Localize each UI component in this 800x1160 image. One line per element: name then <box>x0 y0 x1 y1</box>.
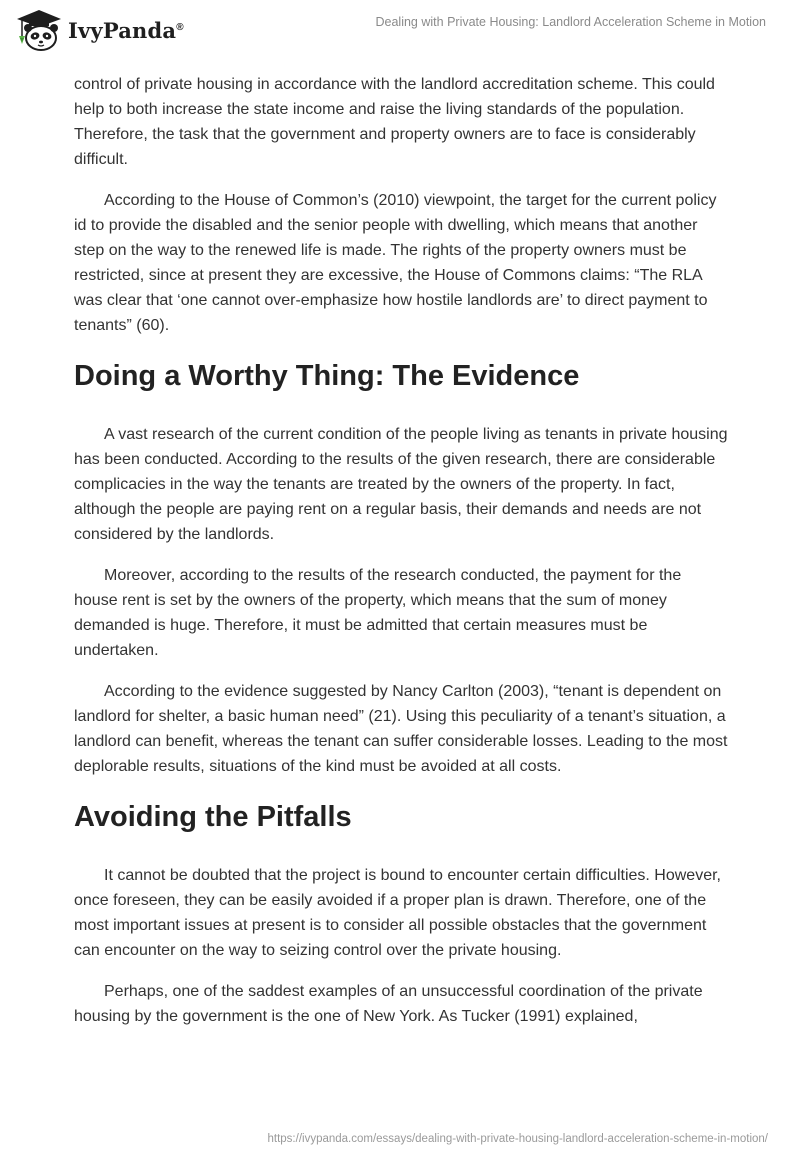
paragraph-1: control of private housing in accordance with the landlord accreditation scheme. This could help to both increase the state income and raise the living standards of the population. Therefore, the task that the government and property owners are to face is considerably difficult. <box>74 76 715 168</box>
page-header <box>0 0 800 70</box>
paragraph-2: According to the House of Common’s (2010) viewpoint, the target for the current policy id to provide the disabled and the senior people with dwelling, which means that another step on the way to the renewed life is made. The rights of the property owners must be restricted, since at present they are excessive, the House of Commons claims: “The RLA was clear that ‘one cannot over-emphasize how hostile landlords are’ to direct payment to tenants” (60). <box>74 192 717 334</box>
section-heading-evidence: Doing a Worthy Thing: The Evidence <box>74 360 580 392</box>
panda-graduate-icon <box>14 8 64 52</box>
document-running-title: Dealing with Private Housing: Landlord Acceleration Scheme in Motion <box>375 15 766 29</box>
paragraph-5: According to the evidence suggested by Nancy Carlton (2003), “tenant is dependent on landlord for shelter, a basic human need” (21). Using this peculiarity of a tenant’s situation, a landlord can benefit, whereas the tenant can suffer considerable losses. Leading to the most deplorable results, situations of the kind must be avoided at all costs. <box>74 683 728 775</box>
paragraph-7: Perhaps, one of the saddest examples of an unsuccessful coordination of the private housing by the government is the one of New York. As Tucker (1991) explained, <box>74 983 703 1025</box>
footer-source-url[interactable]: https://ivypanda.com/essays/dealing-with-private-housing-landlord-acceleration-scheme-in-motion/ <box>267 1133 768 1145</box>
section-heading-pitfalls: Avoiding the Pitfalls <box>74 801 352 833</box>
paragraph-4: Moreover, according to the results of the research conducted, the payment for the house rent is set by the owners of the property, which means that the sum of money demanded is huge. Therefore, it must be admitted that certain measures must be undertaken. <box>74 567 682 659</box>
ivypanda-logo[interactable] <box>14 8 184 52</box>
paragraph-3: A vast research of the current condition of the people living as tenants in private housing has been conducted. According to the results of the given research, there are considerable complicacies in the way the tenants are treated by the owners of the property. In fact, although the people are paying rent on a regular basis, their demands and needs are not considered by the landlords. <box>74 426 728 543</box>
essay-body <box>74 72 728 1045</box>
paragraph-6: It cannot be doubted that the project is bound to encounter certain difficulties. However, once foreseen, they can be easily avoided if a proper plan is drawn. Therefore, one of the most important issues at present is to consider all possible obstacles that the government can encounter on the way to seizing control over the private housing. <box>74 867 721 959</box>
brand-name: IvyPanda® <box>68 17 184 43</box>
